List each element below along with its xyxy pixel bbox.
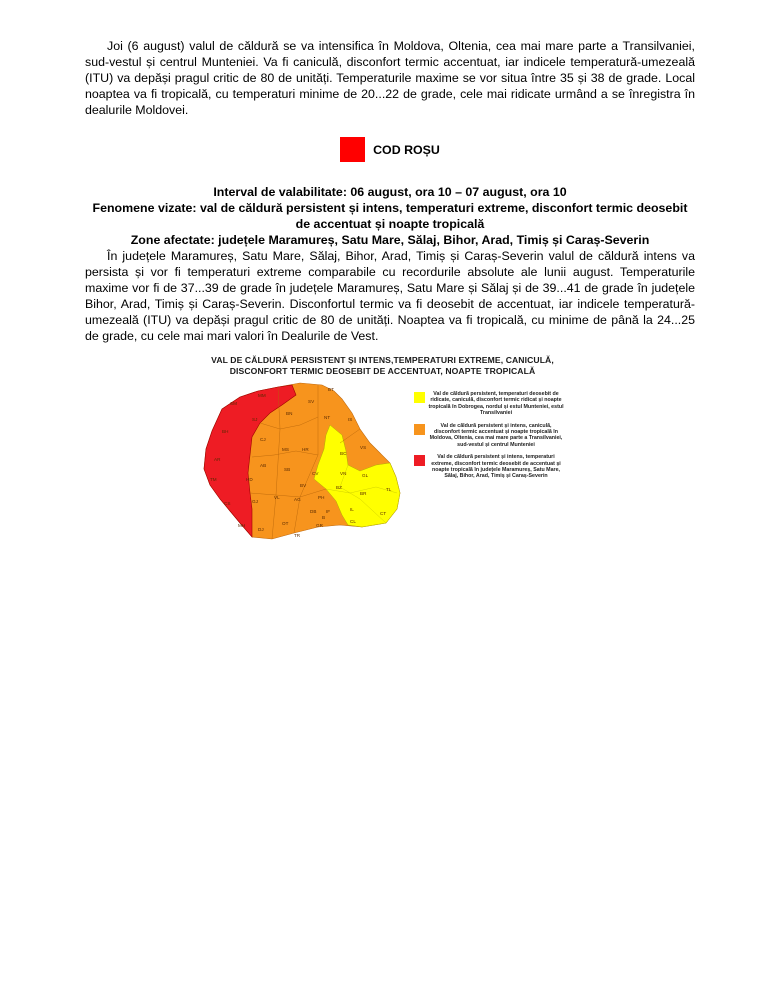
county-label-sb: SB [284, 467, 291, 472]
legend-item-red [414, 454, 564, 480]
map-title [200, 355, 565, 377]
legend-text-yellow: Val de căldură persistent, temperaturi deosebit de ridicate, caniculă, disconfort termic ridicat și noapte tropicală în Dobrogea, nordul și estul Munteniei, estul Transilvaniei [428, 391, 564, 417]
county-label-gj: GJ [252, 499, 258, 504]
legend-item-yellow [414, 391, 564, 417]
county-label-ph: PH [318, 495, 325, 500]
county-label-ar: AR [214, 457, 221, 462]
county-label-mm: MM [258, 393, 266, 398]
county-label-bc: BC [340, 451, 347, 456]
document-page [85, 38, 695, 344]
county-label-cv: CV [312, 471, 319, 476]
romania-warning-map [200, 377, 412, 549]
legend-swatch-red [414, 455, 425, 466]
county-label-ot: OT [282, 521, 289, 526]
county-label-vl: VL [274, 495, 280, 500]
legend-text-red: Val de căldură persistent și intens, temperaturi extreme, disconfort termic deosebit de accentuat și noapte tropicală în județele Maramureș, Satu Mare, Sălaj, Bihor, Arad, Timiș și Caraș-Severin [431, 454, 561, 480]
phenomena-list: Fenomene vizate: val de căldură persistent și intens, temperaturi extreme, disconfort termic deosebit de accentuat și noapte tropicală [92, 201, 688, 231]
warning-map-figure [200, 355, 565, 550]
map-title-line-1: VAL DE CĂLDURĂ PERSISTENT ȘI INTENS,TEMPERATURI EXTREME, CANICULĂ, [211, 355, 554, 365]
warning-code-label: COD ROȘU [373, 142, 440, 157]
legend-swatch-orange [414, 424, 425, 435]
county-label-cj: CJ [260, 437, 266, 442]
county-label-sm: SM [230, 401, 237, 406]
legend-item-orange [414, 423, 564, 449]
county-label-bz: BZ [336, 485, 342, 490]
county-label-ct: CT [380, 511, 387, 516]
county-label-tm: TM [210, 477, 217, 482]
county-label-ag: AG [294, 497, 301, 502]
county-label-bv: BV [300, 483, 307, 488]
warning-info-block [85, 184, 695, 248]
legend-swatch-yellow [414, 392, 425, 403]
county-label-ms: MS [282, 447, 289, 452]
county-label-vs: VS [360, 445, 367, 450]
county-label-is: IS [348, 417, 353, 422]
county-label-il: IL [350, 507, 354, 512]
affected-zones: Zone afectate: județele Maramureș, Satu Mare, Sălaj, Bihor, Arad, Timiș și Caraș-Severin [130, 233, 650, 247]
county-label-bn: BN [286, 411, 293, 416]
county-label-nt: NT [324, 415, 331, 420]
county-label-hd: HD [246, 477, 253, 482]
county-label-gl: GL [362, 473, 369, 478]
county-label-b: B [322, 515, 326, 520]
validity-interval: Interval de valabilitate: 06 august, ora 10 – 07 august, ora 10 [213, 185, 567, 199]
paragraph-red-code-details: În județele Maramureș, Satu Mare, Sălaj, Bihor, Arad, Timiș și Caraș-Severin valul de căldură intens va persista și vor fi temperaturi extreme comparabile cu recordurile absolute ale lunii august. Temperaturile maxime vor fi de 37...39 de grade în județele Maramureș, Satu Mare și Sălaj și de 39...41 de grade în județele Bihor, Arad, Timiș și Caraș-Severin. Disconfortul termic va fi deosebit de accentuat, iar indicele temperatură-umezeală (ITU) va depăși pragul critic de 80 de unități. Noaptea va fi tropicală, cu minime de până la 24...25 de grade, cu cele mai mari valori în Dealurile de Vest. [85, 249, 695, 343]
county-label-sv: SV [308, 399, 315, 404]
county-label-hr: HR [302, 447, 309, 452]
county-label-tr: TR [294, 533, 301, 538]
county-label-dj: DJ [258, 527, 264, 532]
county-label-db: DB [310, 509, 317, 514]
county-label-vn: VN [340, 471, 347, 476]
map-legend [414, 391, 564, 486]
county-label-sj: SJ [252, 417, 258, 422]
county-label-gr: GR [316, 523, 323, 528]
county-label-bh: BH [222, 429, 229, 434]
county-label-bt: BT [328, 387, 334, 392]
county-label-mh: MH [238, 523, 246, 528]
county-label-cl: CL [350, 519, 356, 524]
county-label-br: BR [360, 491, 367, 496]
map-title-line-2: DISCONFORT TERMIC DEOSEBIT DE ACCENTUAT, NOAPTE TROPICALĂ [229, 366, 536, 376]
county-label-if: IF [326, 509, 331, 514]
county-label-ab: AB [260, 463, 267, 468]
county-label-tl: TL [386, 487, 392, 492]
legend-text-orange: Val de căldură persistent și intens, caniculă, disconfort termic accentuat și noapte tropicală în Moldova, Oltenia, cea mai mare parte a Transilvaniei, sud-vestul și centrul Munteniei [429, 422, 563, 448]
red-code-swatch [340, 137, 365, 162]
warning-code-row [85, 137, 695, 162]
county-label-cs: CS [224, 501, 231, 506]
paragraph-day-forecast: Joi (6 august) valul de căldură se va intensifica în Moldova, Oltenia, cea mai mare parte a Transilvaniei, sud-vestul și centrul Munteniei. Va fi caniculă, disconfort termic accentuat, iar indicele temperatură-umezeală (ITU) va depăși pragul critic de 80 de unități. Temperaturile maxime se vor situa între 35 și 38 de grade. Local noaptea va fi tropicală, cu temperaturi minime de 20...22 de grade, cele mai ridicate urmând a se înregistra în dealurile Moldovei. [85, 39, 695, 117]
